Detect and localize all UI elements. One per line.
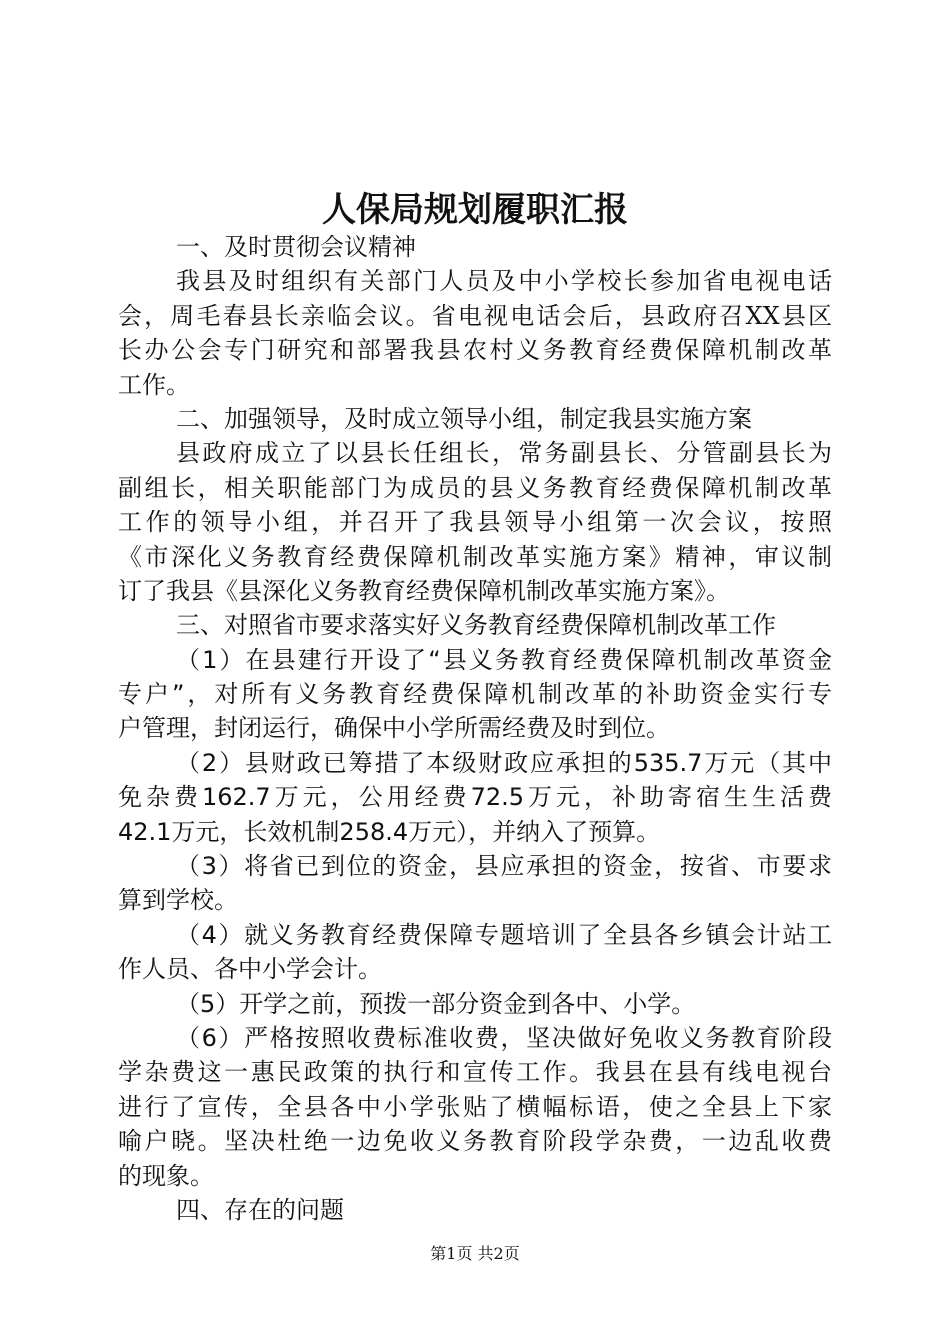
paragraph-line: （2）县财政已筹措了本级财政应承担的535.7万元（其中 [176,748,832,777]
paragraph-line: 42.1万元，长效机制258.4万元），并纳入了预算。 [118,817,661,846]
paragraph-line: 进行了宣传，全县各中小学张贴了横幅标语，使之全县上下家 [118,1092,832,1121]
paragraph-line: 订了我县《县深化义务教育经费保障机制改革实施方案》。 [118,576,730,605]
section-heading-2: 二、加强领导，及时成立领导小组，制定我县实施方案 [176,404,752,433]
section-heading-1: 一、及时贯彻会议精神 [176,233,416,261]
paragraph-line: 我县及时组织有关部门人员及中小学校长参加省电视电话 [176,267,832,296]
paragraph-line: 专户”，对所有义务教育经费保障机制改革的补助资金实行专 [118,680,832,709]
paragraph-line: 工作的领导小组，并召开了我县领导小组第一次会议，按照 [118,508,832,537]
paragraph-line: 县政府成立了以县长任组长，常务副县长、分管副县长为 [176,439,832,468]
paragraph-line: 长办公会专门研究和部署我县农村义务教育经费保障机制改革 [118,336,832,365]
paragraph-line: 会，周毛春县长亲临会议。省电视电话会后，县政府召XX县区 [118,301,832,330]
paragraph-line: （4）就义务教育经费保障专题培训了全县各乡镇会计站工 [176,920,832,949]
paragraph-line: 喻户晓。坚决杜绝一边免收义务教育阶段学杂费，一边乱收费 [118,1127,832,1156]
paragraph-line: 工作。 [118,370,190,399]
section-heading-4: 四、存在的问题 [176,1195,344,1224]
document-title: 人保局规划履职汇报 [322,190,628,230]
paragraph-line: （3）将省已到位的资金，县应承担的资金，按省、市要求 [176,852,832,881]
paragraph-line: 副组长，相关职能部门为成员的县义务教育经费保障机制改革 [118,473,832,502]
paragraph-line: 的现象。 [118,1161,214,1190]
paragraph-line: 免杂费162.7万元，公用经费72.5万元，补助寄宿生生活费 [118,783,832,812]
paragraph-line: （5）开学之前，预拨一部分资金到各中、小学。 [176,989,696,1018]
page-number-footer: 第1页 共2页 [430,1244,520,1263]
paragraph-line: 作人员、各中小学会计。 [118,955,382,984]
section-heading-3: 三、对照省市要求落实好义务教育经费保障机制改革工作 [176,611,776,640]
paragraph-line: （6）严格按照收费标准收费，坚决做好免收义务教育阶段 [176,1023,832,1052]
paragraph-line: 《市深化义务教育经费保障机制改革实施方案》精神，审议制 [118,542,832,571]
paragraph-line: （1）在县建行开设了“县义务教育经费保障机制改革资金 [176,645,832,674]
paragraph-line: 算到学校。 [118,886,238,915]
paragraph-line: 户管理，封闭运行，确保中小学所需经费及时到位。 [118,714,670,743]
paragraph-line: 学杂费这一惠民政策的执行和宣传工作。我县在县有线电视台 [118,1058,832,1087]
document-body [118,230,832,1227]
